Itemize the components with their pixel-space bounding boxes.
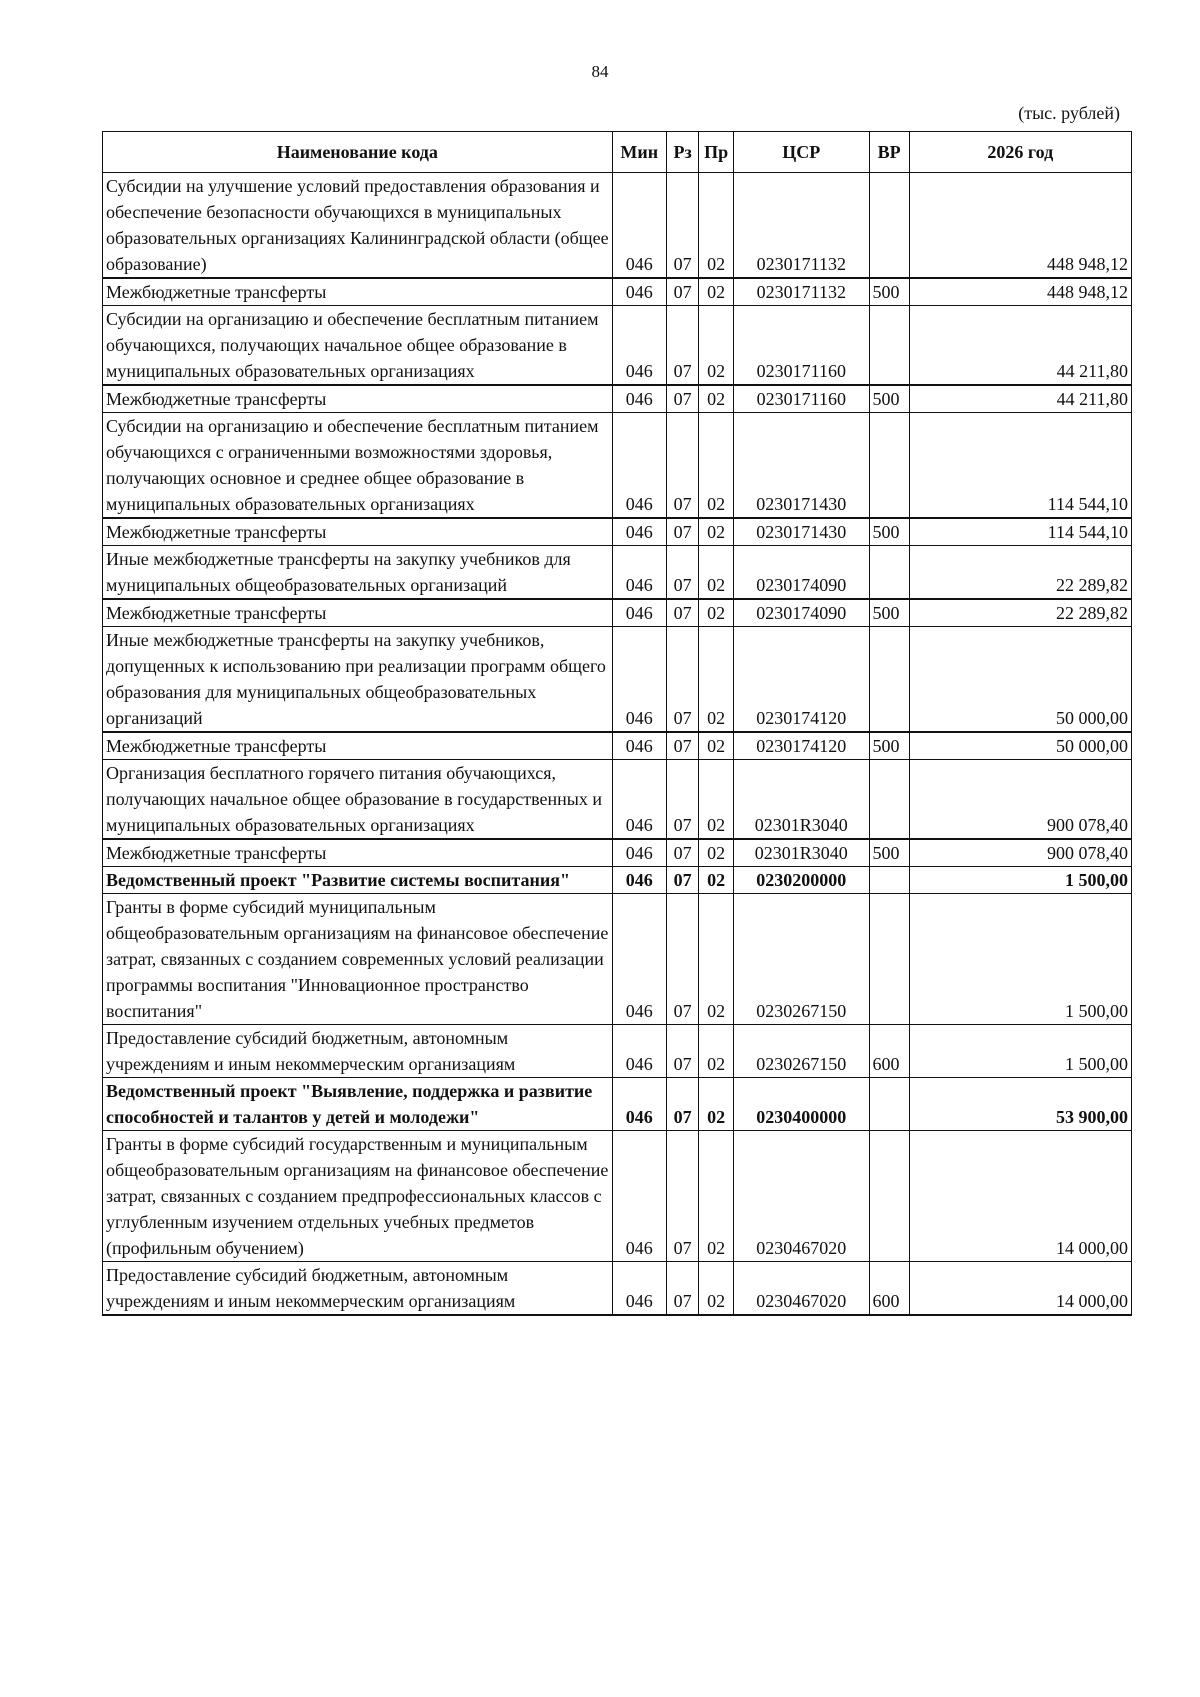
header-min: Мин [612, 132, 666, 173]
table-row [103, 1262, 1132, 1316]
row-csr-cell: 0230171430 [734, 413, 870, 519]
table-row [103, 1025, 1132, 1078]
row-min-cell: 046 [612, 732, 666, 760]
table-row [103, 306, 1132, 386]
table-row [103, 173, 1132, 279]
row-csr-cell: 0230174090 [734, 599, 870, 627]
row-rz-cell: 07 [666, 760, 699, 840]
table-row [103, 732, 1132, 760]
table-row [103, 1131, 1132, 1262]
row-rz-cell: 07 [666, 1131, 699, 1262]
row-amount-cell: 900 078,40 [909, 760, 1131, 840]
row-min-cell: 046 [612, 627, 666, 733]
row-min-cell: 046 [612, 1131, 666, 1262]
row-name-cell: Организация бесплатного горячего питания обучающихся, получающих начальное общее образование в государственных и муниципальных образовательных организациях [103, 760, 613, 840]
row-rz-cell: 07 [666, 599, 699, 627]
row-rz-cell: 07 [666, 867, 699, 894]
header-pr: Пр [699, 132, 734, 173]
row-name-cell: Предоставление субсидий бюджетным, автономным учреждениям и иным некоммерческим организациям [103, 1025, 613, 1078]
header-name: Наименование кода [103, 132, 613, 173]
row-vr-cell: 500 [869, 385, 909, 413]
row-min-cell: 046 [612, 1025, 666, 1078]
table-row [103, 599, 1132, 627]
row-rz-cell: 07 [666, 518, 699, 546]
row-amount-cell: 44 211,80 [909, 306, 1131, 386]
row-vr-cell: 500 [869, 518, 909, 546]
row-vr-cell: 600 [869, 1262, 909, 1316]
table-row [103, 278, 1132, 306]
row-amount-cell: 14 000,00 [909, 1262, 1131, 1316]
row-amount-cell: 14 000,00 [909, 1131, 1131, 1262]
row-min-cell: 046 [612, 413, 666, 519]
row-csr-cell: 0230467020 [734, 1131, 870, 1262]
row-amount-cell: 50 000,00 [909, 732, 1131, 760]
row-vr-cell [869, 627, 909, 733]
row-pr-cell: 02 [699, 760, 734, 840]
row-rz-cell: 07 [666, 1025, 699, 1078]
row-min-cell: 046 [612, 306, 666, 386]
row-vr-cell [869, 546, 909, 600]
row-rz-cell: 07 [666, 173, 699, 279]
row-amount-cell: 22 289,82 [909, 546, 1131, 600]
row-name-cell: Гранты в форме субсидий государственным и муниципальным общеобразовательным организациям на финансовое обеспечение затрат, связанных с созданием предпрофессиональных классов с углубленным изучением отдельных учебных предметов (профильным обучением) [103, 1131, 613, 1262]
row-min-cell: 046 [612, 867, 666, 894]
row-amount-cell: 114 544,10 [909, 413, 1131, 519]
row-pr-cell: 02 [699, 1262, 734, 1316]
row-amount-cell: 1 500,00 [909, 894, 1131, 1025]
row-rz-cell: 07 [666, 627, 699, 733]
table-row [103, 1078, 1132, 1131]
row-name-cell: Иные межбюджетные трансферты на закупку учебников, допущенных к использованию при реализации программ общего образования для муниципальных общеобразовательных организаций [103, 627, 613, 733]
row-csr-cell: 0230174120 [734, 732, 870, 760]
row-name-cell: Межбюджетные трансферты [103, 732, 613, 760]
row-pr-cell: 02 [699, 518, 734, 546]
row-vr-cell [869, 867, 909, 894]
table-body [103, 173, 1132, 1316]
row-csr-cell: 0230171160 [734, 385, 870, 413]
row-rz-cell: 07 [666, 1078, 699, 1131]
row-rz-cell: 07 [666, 546, 699, 600]
row-rz-cell: 07 [666, 385, 699, 413]
header-amount: 2026 год [909, 132, 1131, 173]
row-csr-cell: 0230174090 [734, 546, 870, 600]
table-row [103, 413, 1132, 519]
unit-note: (тыс. рублей) [1018, 103, 1120, 123]
row-min-cell: 046 [612, 1078, 666, 1131]
row-csr-cell: 0230171132 [734, 173, 870, 279]
row-amount-cell: 114 544,10 [909, 518, 1131, 546]
table-row [103, 627, 1132, 733]
row-name-cell: Субсидии на организацию и обеспечение бесплатным питанием обучающихся с ограниченными возможностями здоровья, получающих основное и среднее общее образование в муниципальных образовательных организациях [103, 413, 613, 519]
row-amount-cell: 53 900,00 [909, 1078, 1131, 1131]
row-amount-cell: 22 289,82 [909, 599, 1131, 627]
row-csr-cell: 0230171132 [734, 278, 870, 306]
row-name-cell: Межбюджетные трансферты [103, 599, 613, 627]
row-vr-cell [869, 1131, 909, 1262]
row-rz-cell: 07 [666, 839, 699, 867]
table-row [103, 867, 1132, 894]
table-row [103, 385, 1132, 413]
page-number: 84 [591, 62, 609, 81]
row-csr-cell: 0230171430 [734, 518, 870, 546]
row-vr-cell: 500 [869, 732, 909, 760]
table-row [103, 894, 1132, 1025]
row-csr-cell: 0230467020 [734, 1262, 870, 1316]
row-name-cell: Иные межбюджетные трансферты на закупку учебников для муниципальных общеобразовательных организаций [103, 546, 613, 600]
row-pr-cell: 02 [699, 894, 734, 1025]
row-name-cell: Межбюджетные трансферты [103, 385, 613, 413]
table-row [103, 760, 1132, 840]
row-min-cell: 046 [612, 518, 666, 546]
row-rz-cell: 07 [666, 306, 699, 386]
row-pr-cell: 02 [699, 1131, 734, 1262]
row-vr-cell [869, 894, 909, 1025]
row-vr-cell [869, 760, 909, 840]
row-amount-cell: 448 948,12 [909, 173, 1131, 279]
row-csr-cell: 0230267150 [734, 1025, 870, 1078]
row-pr-cell: 02 [699, 1025, 734, 1078]
row-pr-cell: 02 [699, 1078, 734, 1131]
row-csr-cell: 0230171160 [734, 306, 870, 386]
row-pr-cell: 02 [699, 546, 734, 600]
row-min-cell: 046 [612, 599, 666, 627]
row-name-cell: Межбюджетные трансферты [103, 278, 613, 306]
row-min-cell: 046 [612, 1262, 666, 1316]
row-csr-cell: 0230174120 [734, 627, 870, 733]
row-pr-cell: 02 [699, 278, 734, 306]
row-pr-cell: 02 [699, 385, 734, 413]
table-row [103, 546, 1132, 600]
row-name-cell: Ведомственный проект "Выявление, поддержка и развитие способностей и талантов у детей и молодежи" [103, 1078, 613, 1131]
row-amount-cell: 1 500,00 [909, 867, 1131, 894]
row-name-cell: Гранты в форме субсидий муниципальным общеобразовательным организациям на финансовое обеспечение затрат, связанных с созданием современных условий реализации программы воспитания "Инновационное пространство воспитания" [103, 894, 613, 1025]
row-vr-cell: 500 [869, 599, 909, 627]
header-vr: ВР [869, 132, 909, 173]
row-name-cell: Субсидии на улучшение условий предоставления образования и обеспечение безопасности обучающихся в муниципальных образовательных организациях Калининградской области (общее образование) [103, 173, 613, 279]
row-min-cell: 046 [612, 839, 666, 867]
row-vr-cell [869, 306, 909, 386]
table-row [103, 839, 1132, 867]
table-header-row [103, 132, 1132, 173]
row-pr-cell: 02 [699, 627, 734, 733]
row-csr-cell: 0230200000 [734, 867, 870, 894]
row-amount-cell: 1 500,00 [909, 1025, 1131, 1078]
row-min-cell: 046 [612, 894, 666, 1025]
row-pr-cell: 02 [699, 306, 734, 386]
header-rz: Рз [666, 132, 699, 173]
row-rz-cell: 07 [666, 413, 699, 519]
row-csr-cell: 02301R3040 [734, 760, 870, 840]
row-rz-cell: 07 [666, 1262, 699, 1316]
row-name-cell: Субсидии на организацию и обеспечение бесплатным питанием обучающихся, получающих начальное общее образование в муниципальных образовательных организациях [103, 306, 613, 386]
row-rz-cell: 07 [666, 894, 699, 1025]
row-name-cell: Ведомственный проект "Развитие системы воспитания" [103, 867, 613, 894]
row-vr-cell [869, 173, 909, 279]
row-pr-cell: 02 [699, 599, 734, 627]
row-amount-cell: 44 211,80 [909, 385, 1131, 413]
budget-table [102, 131, 1132, 1316]
row-vr-cell [869, 1078, 909, 1131]
row-min-cell: 046 [612, 546, 666, 600]
table-row [103, 518, 1132, 546]
row-name-cell: Предоставление субсидий бюджетным, автономным учреждениям и иным некоммерческим организациям [103, 1262, 613, 1316]
row-amount-cell: 900 078,40 [909, 839, 1131, 867]
row-min-cell: 046 [612, 385, 666, 413]
row-vr-cell: 500 [869, 278, 909, 306]
row-pr-cell: 02 [699, 732, 734, 760]
row-amount-cell: 50 000,00 [909, 627, 1131, 733]
row-csr-cell: 02301R3040 [734, 839, 870, 867]
row-name-cell: Межбюджетные трансферты [103, 839, 613, 867]
row-min-cell: 046 [612, 760, 666, 840]
row-amount-cell: 448 948,12 [909, 278, 1131, 306]
row-vr-cell: 500 [869, 839, 909, 867]
row-rz-cell: 07 [666, 732, 699, 760]
row-min-cell: 046 [612, 278, 666, 306]
row-pr-cell: 02 [699, 839, 734, 867]
row-rz-cell: 07 [666, 278, 699, 306]
row-pr-cell: 02 [699, 413, 734, 519]
row-pr-cell: 02 [699, 173, 734, 279]
row-min-cell: 046 [612, 173, 666, 279]
row-vr-cell [869, 413, 909, 519]
header-csr: ЦСР [734, 132, 870, 173]
row-vr-cell: 600 [869, 1025, 909, 1078]
row-csr-cell: 0230400000 [734, 1078, 870, 1131]
row-name-cell: Межбюджетные трансферты [103, 518, 613, 546]
row-pr-cell: 02 [699, 867, 734, 894]
row-csr-cell: 0230267150 [734, 894, 870, 1025]
